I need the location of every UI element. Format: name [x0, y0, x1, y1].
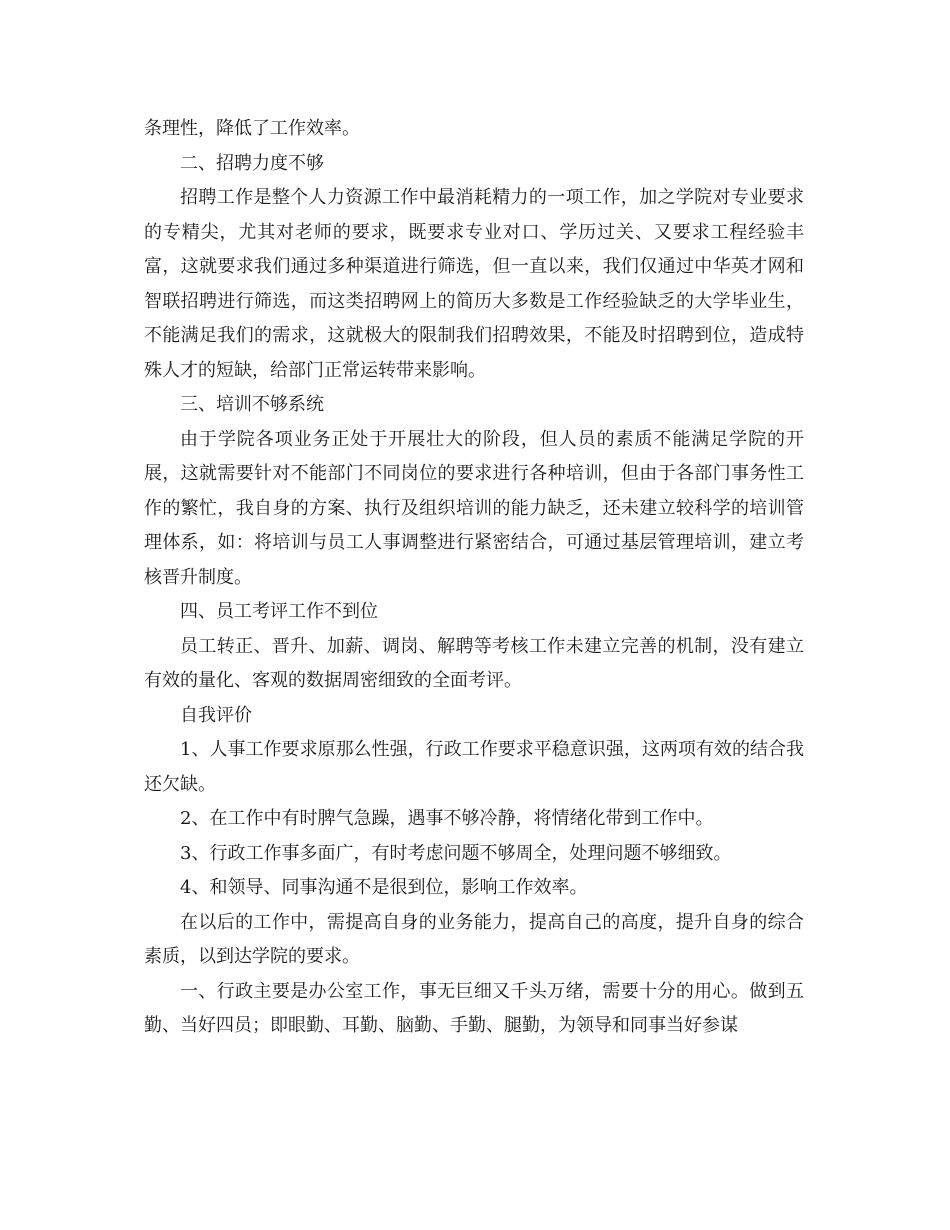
section-heading-evaluation: 四、员工考评工作不到位 [180, 601, 378, 622]
paragraph-continued: 条理性，降低了工作效率。 [144, 118, 360, 139]
paragraph-training: 由于学院各项业务正处于开展壮大的阶段，但人员的素质不能满足学院的开展，这就需要针对不能部门不同岗位的要求进行各种培训，但由于各部门事务性工作的繁忙，我自身的方案、执行及组织培训的能力缺乏，还未建立较科学的培训管理体系，如：将培训与员工人事调整进行紧密结合，可通过基层管理培训，建立考核晋升制度。 [144, 428, 804, 588]
list-item-3: 3、行政工作事多面广，有时考虑问题不够周全，处理问题不够细致。 [180, 842, 732, 864]
paragraph-evaluation: 员工转正、晋升、加薪、调岗、解聘等考核工作未建立完善的机制，没有建立有效的量化、客观的数据周密细致的全面考评。 [144, 635, 804, 691]
paragraph-future: 在以后的工作中，需提高自身的业务能力，提高自己的高度，提升自身的综合素质，以到达学院的要求。 [144, 911, 804, 967]
section-heading-recruitment: 二、招聘力度不够 [180, 152, 324, 174]
section-heading-training: 三、培训不够系统 [180, 394, 324, 415]
list-item-2: 2、在工作中有时脾气急躁，遇事不够冷静，将情绪化带到工作中。 [180, 808, 714, 829]
paragraph-recruitment: 招聘工作是整个人力资源工作中最消耗精力的一项工作，加之学院对专业要求的专精尖，尤其对老师的要求，既要求专业对口、学历过关、又要求工程经验丰富，这就要求我们通过多种渠道进行筛选，但一直以来，我们仅通过中华英才网和智联招聘进行筛选，而这类招聘网上的简历大多数是工作经验缺乏的大学毕业生，不能满足我们的需求，这就极大的限制我们招聘效果，不能及时招聘到位，造成特殊人才的短缺，给部门正常运转带来影响。 [144, 187, 804, 381]
list-item-4: 4、和领导、同事沟通不是很到位，影响工作效率。 [180, 877, 588, 898]
document-body [144, 112, 804, 1044]
list-item-1: 1、人事工作要求原那么性强，行政工作要求平稳意识强，这两项有效的结合我还欠缺。 [144, 739, 804, 795]
section-heading-self-assessment: 自我评价 [180, 704, 252, 726]
paragraph-admin-work: 一、行政主要是办公室工作，事无巨细又千头万绪，需要十分的用心。做到五勤、当好四员；即眼勤、耳勤、脑勤、手勤、腿勤，为领导和同事当好参谋 [144, 980, 804, 1036]
